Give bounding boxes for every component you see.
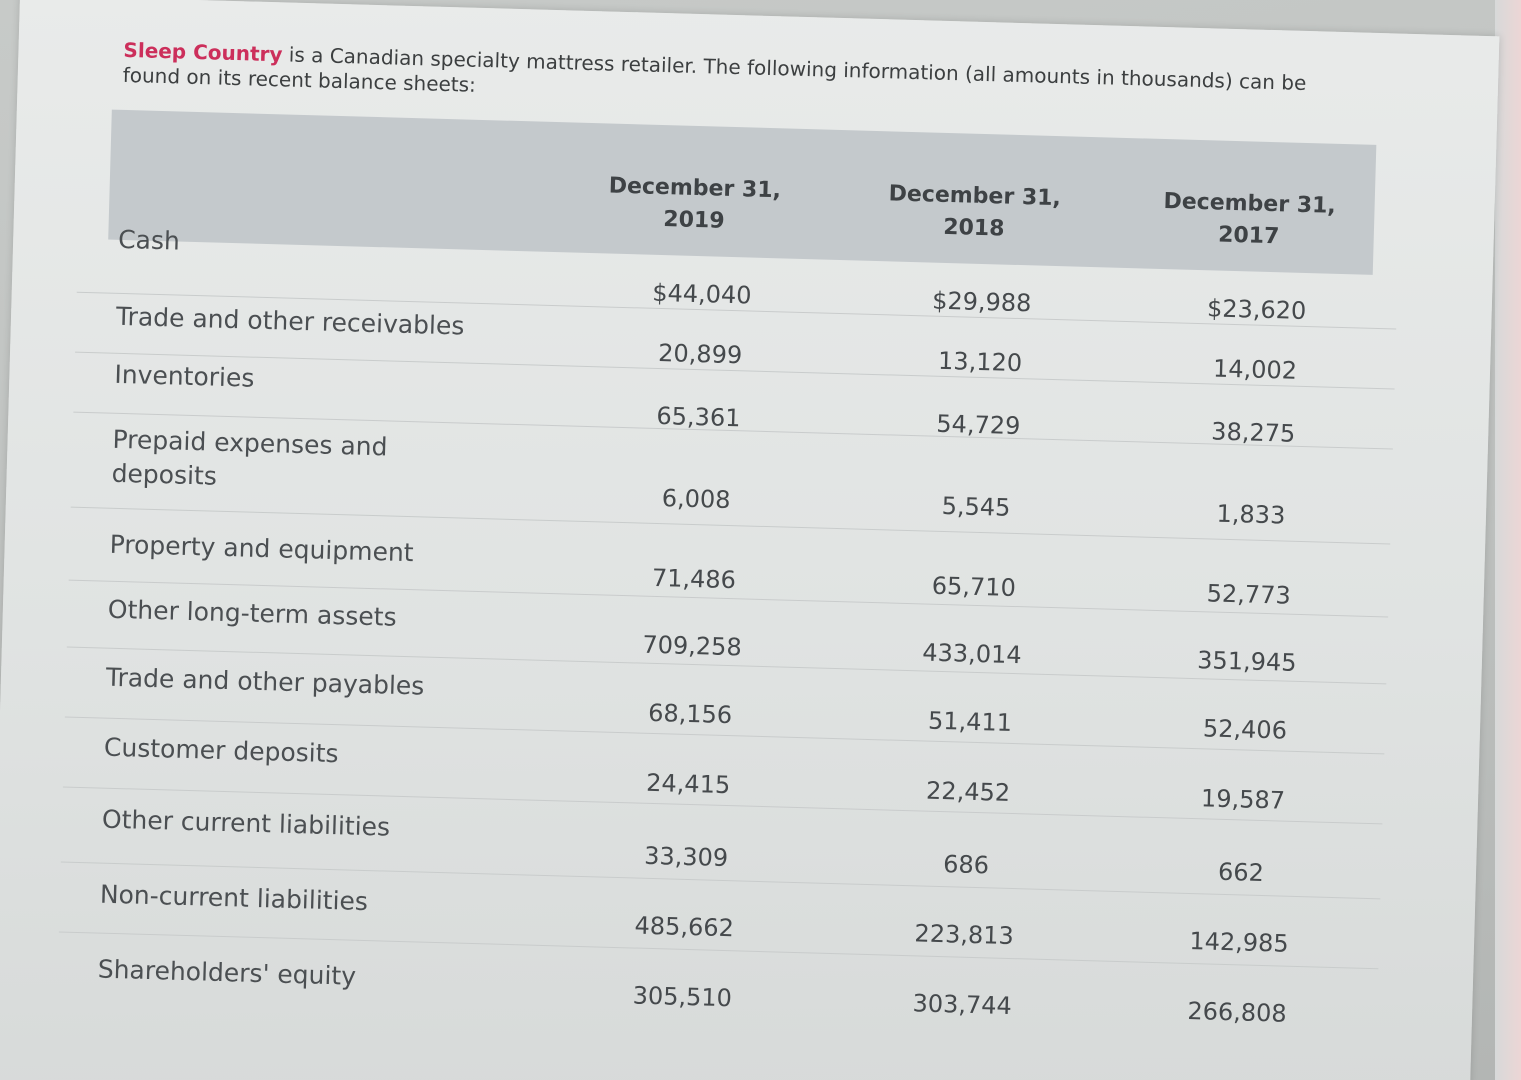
column-header-2017-line2: 2017 [1217, 222, 1280, 250]
row-label-inventories: Inventories [114, 359, 255, 393]
cell-equity-2019: 305,510 [632, 981, 733, 1013]
cell-customer-deposits-2018: 22,452 [925, 776, 1011, 807]
column-header-2017-line1: December 31, [1163, 189, 1337, 219]
column-header-2017 [1148, 186, 1350, 256]
cell-prepaid-2018: 5,545 [941, 491, 1011, 522]
cell-non-current-liab-2019: 485,662 [634, 911, 735, 943]
column-header-2019-line2: 2019 [663, 207, 725, 234]
row-label-other-current-liabilities: Other current liabilities [101, 804, 391, 842]
column-header-2018 [873, 178, 1075, 248]
cell-receivables-2017: 14,002 [1212, 354, 1298, 385]
cell-payables-2017: 52,406 [1202, 714, 1288, 745]
cell-payables-2019: 68,156 [647, 698, 733, 730]
company-name: Sleep Country [123, 37, 283, 67]
row-label-cash: Cash [117, 224, 181, 256]
balance-sheet-card [94, 0, 1384, 1080]
cell-receivables-2019: 20,899 [657, 338, 743, 370]
column-header-2018-line2: 2018 [942, 214, 1005, 242]
cell-other-current-liab-2017: 662 [1217, 857, 1265, 888]
column-header-2019 [594, 170, 796, 240]
cell-property-2019: 71,486 [651, 563, 737, 595]
cell-equity-2017: 266,808 [1187, 996, 1288, 1028]
column-header-2018-line1: December 31, [888, 181, 1062, 212]
row-label-property-equipment: Property and equipment [109, 529, 415, 568]
row-label-shareholders-equity: Shareholders' equity [97, 954, 357, 991]
cell-prepaid-2019: 6,008 [661, 484, 731, 515]
row-label-non-current-liabilities: Non-current liabilities [99, 879, 369, 917]
cell-property-2017: 52,773 [1206, 579, 1292, 610]
row-label-trade-payables: Trade and other payables [105, 662, 425, 701]
intro-paragraph [122, 38, 1363, 123]
cell-inventories-2018: 54,729 [935, 409, 1021, 441]
cell-property-2018: 65,710 [931, 571, 1017, 603]
cell-cash-2018: $29,988 [931, 286, 1032, 318]
row-label-other-long-term-assets: Other long-term assets [107, 594, 397, 632]
cell-equity-2018: 303,744 [912, 989, 1013, 1021]
column-header-2019-line1: December 31, [608, 173, 782, 204]
cell-inventories-2017: 38,275 [1210, 417, 1296, 448]
row-label-trade-receivables: Trade and other receivables [115, 301, 465, 341]
cell-other-lt-assets-2017: 351,945 [1196, 646, 1297, 677]
cell-other-lt-assets-2019: 709,258 [642, 630, 743, 662]
cell-cash-2019: $44,040 [651, 278, 752, 310]
cell-receivables-2018: 13,120 [937, 346, 1023, 378]
cell-non-current-liab-2017: 142,985 [1189, 927, 1290, 958]
row-label-customer-deposits: Customer deposits [103, 732, 339, 769]
cell-cash-2017: $23,620 [1206, 294, 1307, 326]
cell-other-current-liab-2018: 686 [942, 850, 990, 880]
cell-non-current-liab-2018: 223,813 [914, 919, 1015, 951]
cell-other-lt-assets-2018: 433,014 [921, 638, 1022, 670]
cell-other-current-liab-2019: 33,309 [643, 841, 729, 873]
page-edge [1495, 0, 1521, 1080]
cell-customer-deposits-2019: 24,415 [645, 768, 731, 800]
cell-payables-2018: 51,411 [927, 706, 1013, 737]
cell-prepaid-2017: 1,833 [1216, 499, 1286, 530]
intro-text: is a Canadian specialty mattress retailer. The following information (all amounts in thousands) can be found on its recent balance sheets: [122, 42, 1307, 97]
cell-inventories-2019: 65,361 [656, 401, 741, 433]
row-label-prepaid-expenses: Prepaid expenses and deposits [111, 424, 388, 491]
cell-customer-deposits-2017: 19,587 [1200, 784, 1286, 815]
